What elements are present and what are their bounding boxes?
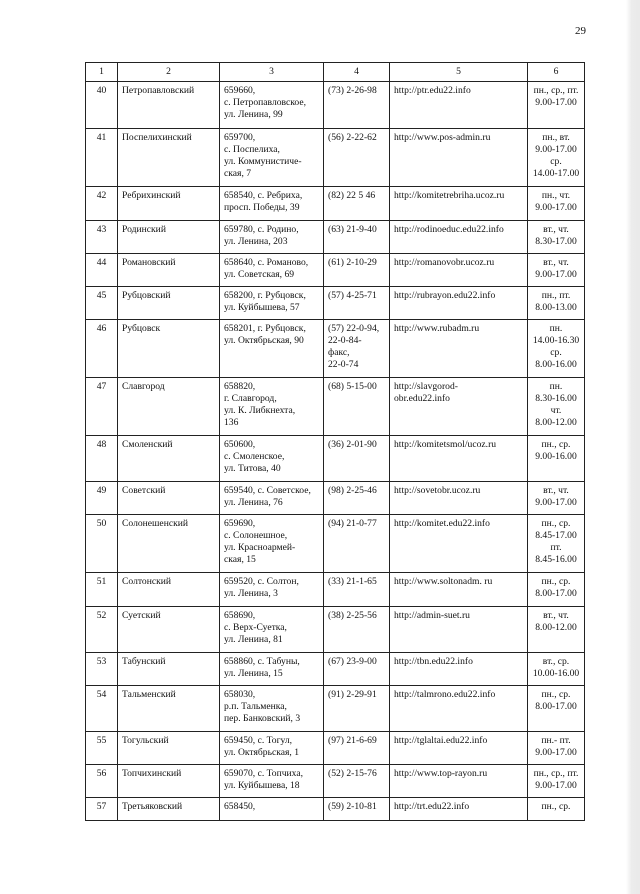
cell-hours: вт., чт. 8.00-12.00 [528, 607, 585, 653]
cell-phone: (97) 21-6-69 [324, 732, 390, 765]
cell-address: 658690, с. Верх-Суетка, ул. Ленина, 81 [220, 607, 324, 653]
header-col-2: 2 [118, 63, 220, 82]
cell-district: Смоленский [118, 436, 220, 482]
table-row [86, 254, 585, 287]
cell-number: 43 [86, 221, 118, 254]
table-row [86, 436, 585, 482]
cell-hours: пн.- пт. 9.00-17.00 [528, 732, 585, 765]
cell-number: 45 [86, 287, 118, 320]
cell-hours: пн., чт. 9.00-17.00 [528, 187, 585, 221]
cell-website: http://rodinoeduc.edu22.info [390, 221, 528, 254]
cell-number: 47 [86, 378, 118, 436]
table-row [86, 287, 585, 320]
cell-address: 650600, с. Смоленское, ул. Титова, 40 [220, 436, 324, 482]
table-row [86, 82, 585, 129]
cell-website: http://komitet.edu22.info [390, 515, 528, 573]
cell-number: 52 [86, 607, 118, 653]
cell-district: Славгород [118, 378, 220, 436]
cell-address: 659690, с. Солонешное, ул. Красноармей- ская, 15 [220, 515, 324, 573]
cell-website: http://tbn.edu22.info [390, 653, 528, 686]
cell-hours: пн. 14.00-16.30 ср. 8.00-16.00 [528, 320, 585, 378]
cell-website: http://slavgorod- obr.edu22.info [390, 378, 528, 436]
cell-address: 659070, с. Топчиха, ул. Куйбышева, 18 [220, 765, 324, 798]
cell-number: 41 [86, 129, 118, 187]
cell-number: 54 [86, 686, 118, 732]
header-col-3: 3 [220, 63, 324, 82]
cell-district: Солтонский [118, 573, 220, 607]
cell-website: http://www.rubadm.ru [390, 320, 528, 378]
cell-website: http://tglaltai.edu22.info [390, 732, 528, 765]
cell-district: Солонешенский [118, 515, 220, 573]
table-row [86, 732, 585, 765]
cell-district: Третьяковский [118, 798, 220, 821]
table-row [86, 129, 585, 187]
cell-phone: (63) 21-9-40 [324, 221, 390, 254]
cell-phone: (61) 2-10-29 [324, 254, 390, 287]
cell-website: http://www.top-rayon.ru [390, 765, 528, 798]
cell-district: Тальменский [118, 686, 220, 732]
cell-hours: пн., ср., пт. 9.00-17.00 [528, 765, 585, 798]
table-row [86, 221, 585, 254]
cell-address: 658860, с. Табуны, ул. Ленина, 15 [220, 653, 324, 686]
cell-number: 51 [86, 573, 118, 607]
scan-edge-shadow [626, 0, 640, 894]
cell-hours: вт., ср. 10.00-16.00 [528, 653, 585, 686]
cell-district: Тогульский [118, 732, 220, 765]
cell-phone: (57) 4-25-71 [324, 287, 390, 320]
cell-phone: (36) 2-01-90 [324, 436, 390, 482]
cell-address: 658450, [220, 798, 324, 821]
table-row [86, 187, 585, 221]
cell-number: 40 [86, 82, 118, 129]
cell-hours: пн., ср. 9.00-16.00 [528, 436, 585, 482]
cell-number: 49 [86, 482, 118, 515]
cell-website: http://www.soltonadm. ru [390, 573, 528, 607]
table-header-row [86, 63, 585, 82]
cell-district: Рубцовский [118, 287, 220, 320]
cell-phone: (33) 21-1-65 [324, 573, 390, 607]
cell-hours: пн., ср. 8.00-17.00 [528, 573, 585, 607]
cell-address: 658201, г. Рубцовск, ул. Октябрьская, 90 [220, 320, 324, 378]
districts-table [85, 62, 585, 821]
cell-hours: вт., чт. 8.30-17.00 [528, 221, 585, 254]
header-col-5: 5 [390, 63, 528, 82]
table-row [86, 515, 585, 573]
cell-address: 658540, с. Ребриха, просп. Победы, 39 [220, 187, 324, 221]
cell-district: Советский [118, 482, 220, 515]
cell-phone: (67) 23-9-00 [324, 653, 390, 686]
cell-number: 57 [86, 798, 118, 821]
table-row [86, 378, 585, 436]
cell-address: 658200, г. Рубцовск, ул. Куйбышева, 57 [220, 287, 324, 320]
cell-website: http://trt.edu22.info [390, 798, 528, 821]
cell-address: 658820, г. Славгород, ул. К. Либкнехта, 136 [220, 378, 324, 436]
cell-phone: (94) 21-0-77 [324, 515, 390, 573]
cell-hours: пн. 8.30-16.00 чт. 8.00-12.00 [528, 378, 585, 436]
cell-phone: (82) 22 5 46 [324, 187, 390, 221]
cell-website: http://komitetsmol/ucoz.ru [390, 436, 528, 482]
page-number: 29 [575, 25, 586, 37]
cell-district: Романовский [118, 254, 220, 287]
cell-website: http://talmrono.edu22.info [390, 686, 528, 732]
cell-number: 42 [86, 187, 118, 221]
table-body [86, 82, 585, 821]
cell-phone: (98) 2-25-46 [324, 482, 390, 515]
table-row [86, 320, 585, 378]
cell-number: 44 [86, 254, 118, 287]
cell-district: Петропавловский [118, 82, 220, 129]
cell-phone: (68) 5-15-00 [324, 378, 390, 436]
cell-hours: пн., пт. 8.00-13.00 [528, 287, 585, 320]
cell-hours: пн., ср. [528, 798, 585, 821]
header-col-6: 6 [528, 63, 585, 82]
cell-address: 659450, с. Тогул, ул. Октябрьская, 1 [220, 732, 324, 765]
cell-website: http://sovetobr.ucoz.ru [390, 482, 528, 515]
cell-address: 659540, с. Советское, ул. Ленина, 76 [220, 482, 324, 515]
table-row [86, 653, 585, 686]
table-row [86, 765, 585, 798]
cell-phone: (73) 2-26-98 [324, 82, 390, 129]
cell-address: 659520, с. Солтон, ул. Ленина, 3 [220, 573, 324, 607]
cell-hours: пн., ср. 8.00-17.00 [528, 686, 585, 732]
cell-district: Поспелихинский [118, 129, 220, 187]
cell-website: http://ptr.edu22.info [390, 82, 528, 129]
table-row [86, 482, 585, 515]
header-col-1: 1 [86, 63, 118, 82]
cell-website: http://rubrayon.edu22.info [390, 287, 528, 320]
table-row [86, 573, 585, 607]
cell-website: http://komitetrebriha.ucoz.ru [390, 187, 528, 221]
cell-number: 56 [86, 765, 118, 798]
cell-hours: вт., чт. 9.00-17.00 [528, 482, 585, 515]
cell-district: Суетский [118, 607, 220, 653]
cell-phone: (57) 22-0-94, 22-0-84- факс, 22-0-74 [324, 320, 390, 378]
cell-phone: (59) 2-10-81 [324, 798, 390, 821]
cell-number: 55 [86, 732, 118, 765]
cell-address: 659780, с. Родино, ул. Ленина, 203 [220, 221, 324, 254]
cell-hours: пн., ср., пт. 9.00-17.00 [528, 82, 585, 129]
cell-district: Табунский [118, 653, 220, 686]
cell-hours: вт., чт. 9.00-17.00 [528, 254, 585, 287]
cell-number: 50 [86, 515, 118, 573]
cell-phone: (91) 2-29-91 [324, 686, 390, 732]
table-row [86, 607, 585, 653]
cell-address: 659700, с. Поспелиха, ул. Коммунистиче- ская, 7 [220, 129, 324, 187]
cell-district: Родинский [118, 221, 220, 254]
cell-hours: пн., ср. 8.45-17.00 пт. 8.45-16.00 [528, 515, 585, 573]
cell-address: 658030, р.п. Тальменка, пер. Банковский, 3 [220, 686, 324, 732]
table-row [86, 798, 585, 821]
cell-address: 658640, с. Романово, ул. Советская, 69 [220, 254, 324, 287]
cell-phone: (38) 2-25-56 [324, 607, 390, 653]
table-row [86, 686, 585, 732]
header-col-4: 4 [324, 63, 390, 82]
cell-district: Рубцовск [118, 320, 220, 378]
cell-website: http://romanovobr.ucoz.ru [390, 254, 528, 287]
cell-district: Топчихинский [118, 765, 220, 798]
cell-number: 46 [86, 320, 118, 378]
cell-website: http://admin-suet.ru [390, 607, 528, 653]
cell-website: http://www.pos-admin.ru [390, 129, 528, 187]
cell-district: Ребрихинский [118, 187, 220, 221]
cell-number: 48 [86, 436, 118, 482]
cell-phone: (56) 2-22-62 [324, 129, 390, 187]
cell-address: 659660, с. Петропавловское, ул. Ленина, 99 [220, 82, 324, 129]
cell-phone: (52) 2-15-76 [324, 765, 390, 798]
cell-hours: пн., вт. 9.00-17.00 ср. 14.00-17.00 [528, 129, 585, 187]
cell-number: 53 [86, 653, 118, 686]
